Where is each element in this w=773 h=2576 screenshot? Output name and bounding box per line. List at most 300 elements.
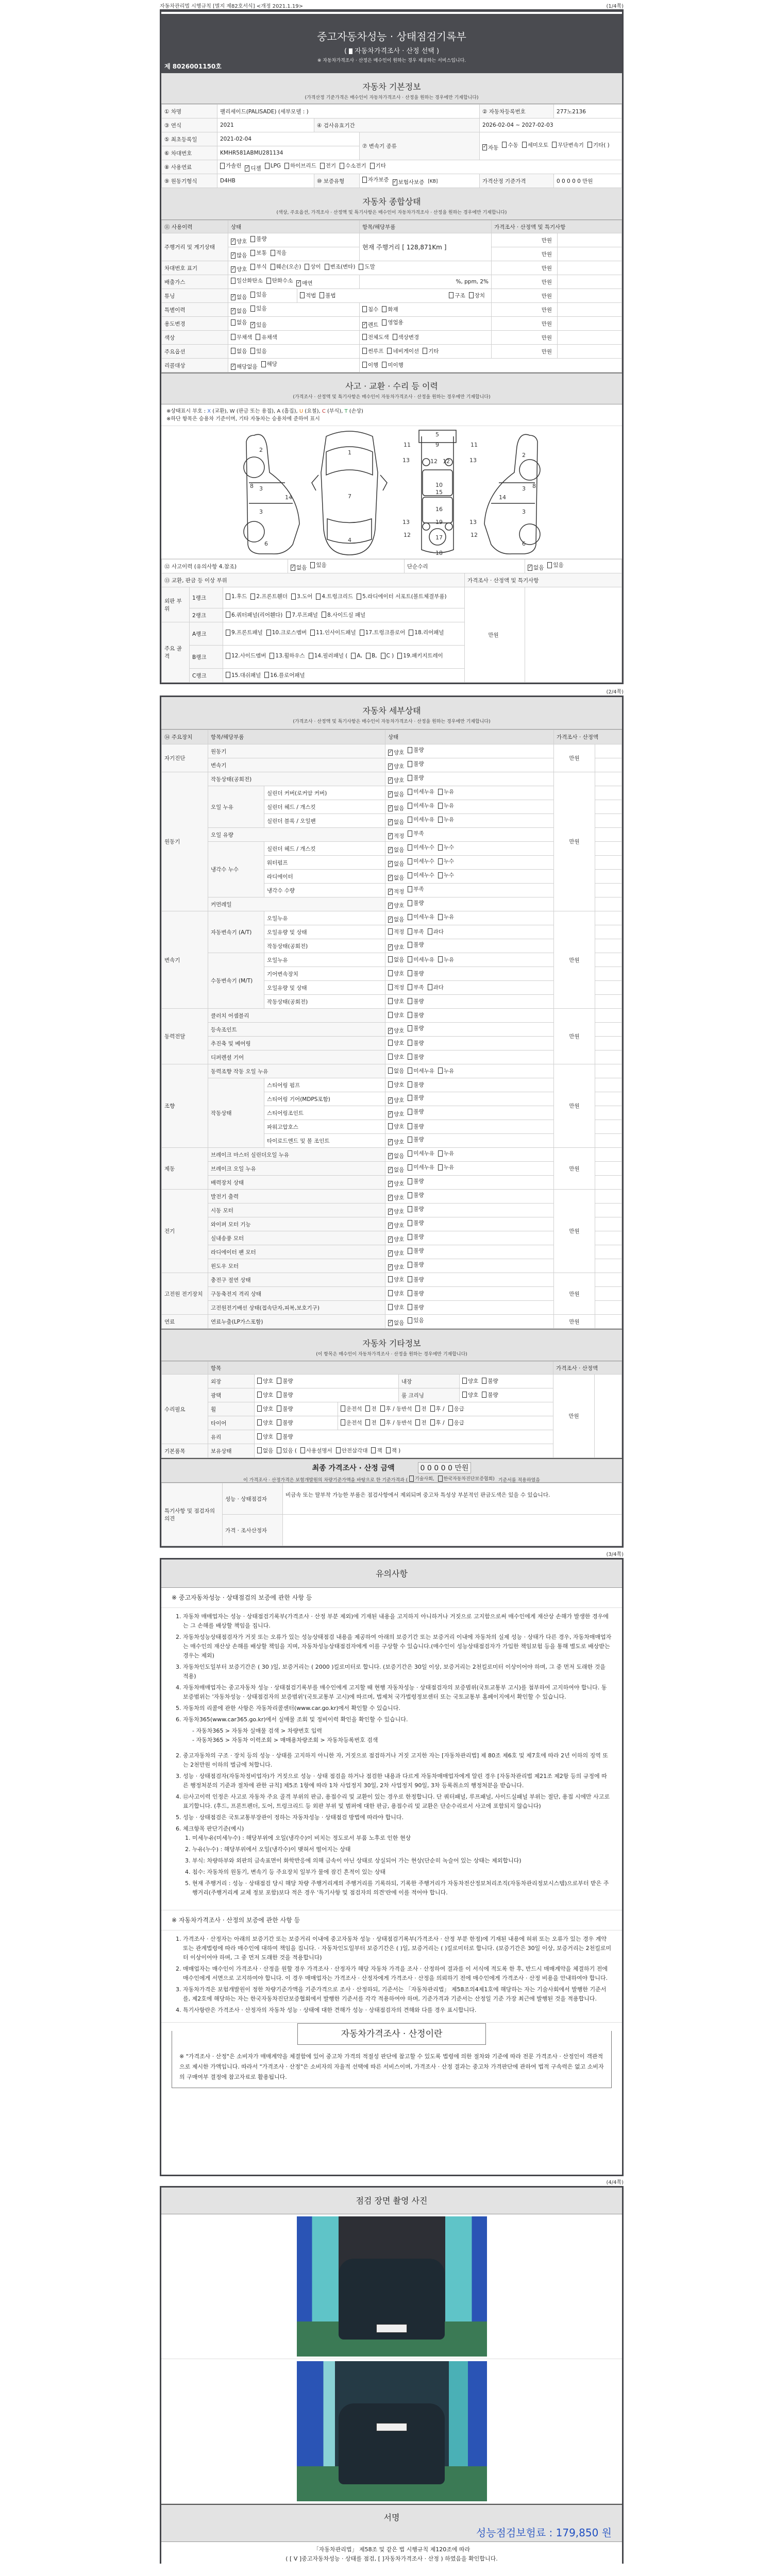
checkbox[interactable]	[408, 913, 434, 921]
part-number-label: 8	[250, 483, 254, 489]
checkbox[interactable]	[438, 802, 454, 809]
checkbox-label: 양호	[394, 1276, 405, 1283]
checkbox[interactable]	[250, 592, 288, 601]
checkbox[interactable]	[257, 1447, 273, 1454]
checkbox[interactable]	[408, 788, 434, 795]
empty-box-icon	[438, 817, 443, 823]
checkbox-checked[interactable]	[388, 943, 404, 951]
checkbox-label: 전	[371, 1405, 377, 1412]
checkbox[interactable]	[388, 1276, 404, 1283]
checkbox[interactable]	[428, 928, 444, 936]
checkbox-label: 미세누수	[413, 872, 434, 878]
label: ⑥ 차대번호	[162, 146, 217, 160]
checkbox[interactable]	[408, 1233, 424, 1241]
checkbox-checked[interactable]	[388, 1138, 404, 1146]
checkbox[interactable]	[408, 1191, 424, 1199]
checkbox-label: 양호	[394, 1290, 405, 1297]
step-text: - 자동차365 > 자동차 이력조회 > 매매용차량조회 > 자동차등록번호 검색	[192, 1737, 378, 1743]
checkbox[interactable]	[408, 1276, 424, 1283]
remark-cell	[595, 1134, 622, 1148]
checkbox[interactable]	[362, 333, 389, 341]
checkbox-checked[interactable]	[231, 265, 247, 273]
checkbox[interactable]	[449, 292, 465, 299]
checkbox[interactable]	[226, 592, 247, 601]
checkbox[interactable]	[231, 347, 247, 355]
checkbox-checked[interactable]	[231, 238, 247, 245]
detail-status-table	[161, 730, 622, 1329]
checkbox[interactable]	[325, 263, 356, 270]
checkbox-checked[interactable]	[231, 363, 258, 370]
part-number-label: 14	[499, 494, 506, 501]
checkbox[interactable]	[380, 1405, 412, 1413]
checkbox[interactable]	[300, 292, 316, 299]
checkbox[interactable]	[388, 984, 404, 991]
checkbox-checked[interactable]	[482, 144, 498, 151]
checkbox[interactable]	[309, 652, 348, 660]
checkbox[interactable]	[408, 1123, 424, 1130]
checkbox[interactable]	[397, 652, 443, 660]
checkbox[interactable]	[382, 318, 403, 326]
checkbox[interactable]	[277, 1405, 293, 1413]
checkbox[interactable]	[382, 306, 398, 313]
checkbox[interactable]	[365, 1405, 376, 1413]
checkbox[interactable]	[365, 1419, 376, 1427]
empty-box-icon	[408, 1095, 412, 1101]
checkbox-checked[interactable]	[362, 321, 378, 329]
checkbox-checked[interactable]	[388, 1152, 404, 1160]
checkbox[interactable]	[388, 1123, 404, 1130]
checkbox[interactable]	[362, 347, 383, 355]
checkbox[interactable]	[408, 1039, 424, 1047]
checkbox[interactable]	[310, 561, 326, 569]
checkbox[interactable]	[286, 611, 318, 619]
checkbox[interactable]	[226, 671, 261, 679]
checkbox[interactable]	[362, 176, 389, 183]
checkbox-checked[interactable]	[291, 564, 307, 571]
empty-box-icon	[462, 1378, 467, 1384]
checkbox-label: 부족	[413, 831, 424, 837]
checkbox[interactable]	[266, 629, 307, 637]
document-header	[161, 11, 622, 73]
checkbox[interactable]	[438, 1163, 454, 1171]
checkbox[interactable]	[277, 1391, 293, 1399]
checkbox[interactable]	[462, 1391, 478, 1399]
options-state	[228, 345, 360, 359]
checkmark-icon: ✓	[389, 944, 393, 950]
label: 주행거리 및 계기상태	[162, 233, 228, 261]
checkbox[interactable]	[386, 1447, 401, 1454]
checkbox[interactable]	[388, 1081, 404, 1089]
price-unit: 만원	[553, 1375, 595, 1458]
checkbox[interactable]	[438, 843, 454, 851]
label: 성능 · 상태점검자	[223, 1483, 283, 1515]
checkbox-checked[interactable]	[388, 762, 404, 770]
checkbox-checked[interactable]	[388, 790, 404, 798]
empty-box-icon	[336, 1447, 341, 1453]
checkbox[interactable]	[408, 899, 424, 907]
checkbox[interactable]	[408, 1024, 424, 1032]
checkbox-checked[interactable]	[296, 279, 312, 287]
checkbox[interactable]	[366, 652, 377, 660]
checkbox-label: 양호	[394, 1012, 405, 1019]
checkbox[interactable]	[408, 928, 424, 936]
checkbox-label: 썬루프	[368, 348, 384, 354]
checkbox[interactable]	[393, 333, 419, 341]
checkbox[interactable]	[430, 1419, 445, 1427]
checkbox[interactable]	[408, 1067, 434, 1075]
checkbox[interactable]	[469, 292, 485, 299]
checkbox[interactable]	[257, 1405, 273, 1413]
checkmark-icon: ✓	[389, 1153, 393, 1158]
checkbox-checked[interactable]	[388, 902, 404, 909]
checkbox[interactable]	[438, 816, 454, 823]
checkbox[interactable]	[408, 1149, 434, 1157]
item-label: 추진축 및 베어링	[208, 1037, 385, 1050]
remark-cell	[595, 953, 622, 967]
checkbox-checked[interactable]	[388, 846, 404, 854]
checkbox[interactable]	[277, 1433, 293, 1440]
checkbox[interactable]	[428, 984, 444, 991]
checkbox[interactable]	[408, 941, 424, 948]
checkbox[interactable]	[388, 1290, 404, 1297]
checkbox-checked[interactable]	[528, 564, 544, 571]
checkbox[interactable]	[388, 970, 404, 977]
empty-box-icon	[284, 163, 289, 169]
checkbox[interactable]	[408, 956, 434, 963]
checkbox[interactable]	[322, 611, 365, 619]
empty-box-icon	[351, 653, 356, 659]
empty-box-icon	[277, 1419, 281, 1426]
checkbox[interactable]	[226, 611, 282, 619]
checkbox[interactable]	[408, 1081, 424, 1089]
checkbox-checked[interactable]	[245, 164, 261, 172]
checkbox[interactable]	[381, 652, 394, 660]
checkbox-label: 유채색	[261, 334, 277, 341]
car365-steps	[172, 1726, 612, 1745]
checkbox-checked[interactable]	[388, 1208, 404, 1215]
remark-cell	[595, 1245, 622, 1259]
tire-options	[255, 1416, 338, 1430]
checkbox[interactable]	[408, 1053, 424, 1061]
checkbox[interactable]	[408, 746, 424, 754]
checkbox[interactable]	[300, 1447, 332, 1454]
checkbox[interactable]	[284, 162, 316, 170]
checkbox-checked[interactable]	[393, 178, 425, 186]
checkbox[interactable]	[388, 1053, 404, 1061]
empty-box-icon	[226, 594, 230, 600]
wheel-options	[255, 1402, 338, 1416]
checkbox-checked[interactable]	[388, 818, 404, 826]
table-row	[162, 1259, 622, 1273]
checkbox[interactable]	[250, 347, 266, 355]
checkbox[interactable]	[226, 652, 266, 660]
checkbox-checked[interactable]	[231, 307, 247, 315]
checkbox[interactable]	[408, 843, 434, 851]
checkbox[interactable]	[408, 984, 424, 991]
checkbox-label: 하이브리드	[290, 163, 316, 169]
empty-box-icon	[300, 1447, 305, 1453]
checkbox[interactable]	[382, 361, 403, 369]
checkbox[interactable]	[408, 970, 424, 977]
empty-box-icon	[309, 653, 313, 659]
checkbox-label: 양호	[394, 970, 405, 977]
checkbox[interactable]	[291, 592, 312, 601]
empty-box-icon	[257, 1447, 262, 1453]
checkbox[interactable]	[408, 1108, 424, 1115]
checkbox-label: 불량	[413, 900, 424, 906]
checkbox[interactable]	[408, 857, 434, 865]
checkbox[interactable]	[408, 816, 434, 823]
empty-box-icon	[388, 956, 393, 962]
checkbox[interactable]	[220, 162, 241, 170]
checkbox[interactable]	[231, 277, 263, 284]
checkbox[interactable]	[305, 263, 321, 270]
remark-cell	[558, 233, 622, 247]
checkbox[interactable]	[423, 347, 439, 355]
checkbox[interactable]	[362, 361, 378, 369]
item-label: 변속기	[208, 758, 385, 772]
checkbox[interactable]	[408, 885, 424, 893]
checkbox[interactable]	[250, 263, 266, 270]
checkbox[interactable]	[438, 1067, 454, 1075]
checkbox-checked[interactable]	[388, 1110, 404, 1118]
checkbox[interactable]	[438, 871, 454, 879]
inspection-photo-front[interactable]	[297, 2216, 487, 2357]
checkbox[interactable]	[408, 1163, 434, 1171]
checkbox-checked[interactable]	[388, 776, 404, 784]
options-item	[360, 345, 492, 359]
empty-box-icon	[310, 562, 315, 568]
checkbox[interactable]	[408, 1011, 424, 1019]
checkbox-checked[interactable]	[388, 888, 404, 895]
checkbox[interactable]	[438, 956, 454, 963]
checkbox[interactable]	[231, 333, 252, 341]
checkbox[interactable]	[250, 304, 266, 312]
checkbox[interactable]	[387, 347, 419, 355]
empty-box-icon	[388, 984, 393, 990]
checkbox[interactable]	[438, 788, 454, 795]
checkbox[interactable]	[380, 1419, 412, 1427]
checkbox[interactable]	[438, 913, 454, 921]
checkmark-icon: ✓	[389, 1166, 393, 1172]
checkbox[interactable]	[552, 141, 584, 149]
checkbox-checked[interactable]	[388, 1263, 404, 1271]
checkbox[interactable]	[438, 857, 454, 865]
checkbox[interactable]	[250, 249, 266, 257]
checkbox[interactable]	[408, 997, 424, 1005]
notice-item: 2. 중고자동차의 구조 · 장치 등의 성능 · 상태를 고지하지 아니한 자, 거짓으로 점검하거나 거짓 고지한 자는 [자동차관리법] 제 80조 제6호 및 제7호에 따라 2년 이하의 징역 또는 2천만원 이하의 벌금에 처합니다.	[183, 1751, 612, 1770]
checkbox-checked[interactable]	[388, 1180, 404, 1188]
checkbox-label: 해당	[266, 361, 277, 367]
checkbox-checked[interactable]	[388, 1235, 404, 1243]
checkbox[interactable]	[408, 1177, 424, 1185]
checkbox-checked[interactable]	[388, 1319, 404, 1327]
checkbox[interactable]	[250, 291, 266, 298]
checkbox[interactable]	[388, 928, 404, 936]
checkbox[interactable]	[408, 1261, 424, 1268]
checkbox[interactable]	[408, 1205, 424, 1213]
checkbox[interactable]	[357, 592, 447, 601]
checkbox[interactable]	[388, 997, 404, 1005]
empty-box-icon	[408, 1150, 412, 1157]
checkbox-checked[interactable]	[388, 874, 404, 882]
checkmark-icon: ✓	[389, 833, 393, 838]
checkbox-checked[interactable]	[231, 251, 247, 259]
checkbox[interactable]	[257, 1419, 273, 1427]
checkbox[interactable]	[388, 1039, 404, 1047]
checkbox-checked[interactable]	[388, 916, 404, 923]
checkbox[interactable]	[415, 1405, 426, 1413]
checkbox-label: 불량	[256, 236, 267, 242]
notice-item: 5. 성능 · 상태점검은 국토교통부장관이 정하는 자동차성능 · 상태점검 방법에 따라야 합니다.	[183, 1813, 612, 1822]
checkbox[interactable]	[408, 774, 424, 782]
checkbox[interactable]	[320, 162, 336, 170]
checkbox[interactable]	[587, 141, 610, 149]
checkbox[interactable]	[388, 1067, 404, 1075]
checkbox[interactable]	[408, 1290, 424, 1297]
checkbox[interactable]	[277, 1447, 297, 1454]
checkbox[interactable]	[408, 802, 434, 809]
checkbox[interactable]	[408, 1136, 424, 1143]
definition-text: ※ "가격조사 · 산정"은 소비자가 매매계약을 체결함에 있어 중고차 가격의 적절성 판단에 참고할 수 있도록 법령에 의한 절차와 기준에 따라 전문 가격조사 · 산정인이 객관적으로 제시한 가액입니다. 따라서 "가격조사 · 산정"은 소비자의 자율적 선택에 따른 서비스이며, 가격조사 · 산정 결과는 중고차 가격판단에 관하여 법적 구속력은 없고 소비자의 구매여부 결정에 참고자료로 활용됩니다.	[179, 2053, 604, 2080]
checkbox[interactable]	[277, 1419, 293, 1427]
empty-box-icon	[469, 292, 474, 298]
checkmark-icon: ✓	[389, 888, 393, 894]
checkbox-checked[interactable]	[388, 804, 404, 812]
checkbox[interactable]	[341, 1405, 362, 1413]
checkbox-label: 상이	[310, 264, 321, 270]
checkbox-label: 부식	[256, 264, 267, 270]
checkbox[interactable]	[370, 162, 386, 170]
checkbox-checked[interactable]	[388, 1222, 404, 1229]
checkbox[interactable]	[265, 163, 281, 169]
checkbox[interactable]	[448, 1419, 464, 1427]
checkbox[interactable]	[415, 1419, 426, 1427]
checkbox[interactable]	[502, 141, 518, 149]
checkbox[interactable]	[310, 629, 356, 637]
final-price-note: 이 가격조사 · 산정가격은 보험개발원의 차량기준가액을 바탕으로 한 기준가격과 ( 기술사회, 한국자동차진단보증협회) 기준서를 적용하였음	[161, 1475, 622, 1483]
checkbox[interactable]	[264, 671, 305, 679]
checkbox[interactable]	[320, 292, 335, 299]
checkbox[interactable]	[408, 1247, 424, 1255]
notice-item: 3. 자동차가격은 보험개발원이 정한 차량기준가액을 기준가격으로 조사 · 산정하되, 기준서는 「자동차관리법」 제58조의4제1호에 해당하는 자는 기술사회에서 발행한 기준서를, 제2호에 해당하는 자는 한국자동차진단보증협회에서 발행한 기준서를 각각 적용하여야 하며, 기준가격과 기준서는 산정일 기준 가장 최근에 발행된 것을 적용합니다.	[183, 1985, 612, 2004]
checkbox-checked[interactable]	[388, 749, 404, 756]
notice-item: 2. 매매업자는 매수인이 가격조사 · 산정을 원할 경우 가격조사 · 산정자가 해당 자동차 가격을 조사 · 산정하여 결과를 이 서식에 적도록 한 후, 반드시 매매계약을 체결하기 전에 매수인에게 서면으로 고지하여야 합니다. 이 경우 매매업자는 가격조사 · 산정자에게 가격조사 · 산정을 의뢰하기 전에 매수인에게 가격조사 · 산정 비용을 안내하여야 합니다.	[183, 1964, 612, 1983]
checkbox[interactable]	[408, 829, 424, 837]
checkbox[interactable]	[257, 1433, 273, 1440]
table-row	[162, 772, 622, 786]
checkbox[interactable]	[388, 956, 404, 963]
label: 광택	[208, 1388, 255, 1402]
table-row	[162, 1217, 622, 1231]
remark-cell	[595, 772, 622, 786]
checkbox[interactable]	[482, 1391, 498, 1399]
checkbox[interactable]	[462, 1377, 478, 1385]
remark-cell	[558, 289, 622, 303]
checkbox-checked[interactable]	[388, 1249, 404, 1257]
checkbox[interactable]	[271, 263, 301, 270]
checkbox[interactable]	[482, 1377, 498, 1385]
checkbox[interactable]	[257, 1377, 273, 1385]
checkbox[interactable]	[438, 1475, 495, 1482]
empty-box-icon	[226, 630, 230, 636]
checkbox-label: 없음	[394, 917, 405, 923]
checkbox[interactable]	[408, 760, 424, 768]
checkbox[interactable]	[371, 1447, 382, 1454]
empty-box-icon	[231, 348, 236, 354]
checkbox-checked[interactable]	[388, 1194, 404, 1201]
checkbox[interactable]	[261, 360, 277, 368]
status-options	[385, 939, 554, 953]
checkbox-checked[interactable]	[388, 1096, 404, 1104]
status-options	[385, 1064, 554, 1078]
checkbox[interactable]	[336, 1447, 368, 1454]
inspection-photo-rear[interactable]	[297, 2361, 487, 2501]
checkbox-checked[interactable]	[231, 293, 247, 301]
empty-box-icon	[482, 1378, 486, 1384]
checkbox[interactable]	[408, 1219, 424, 1227]
checkbox[interactable]	[271, 249, 287, 257]
checkmark-icon: ✓	[389, 1097, 393, 1103]
checkbox-label: 미이행	[388, 362, 404, 368]
checkbox[interactable]	[547, 561, 563, 569]
checkbox-checked[interactable]	[388, 1027, 404, 1035]
checkbox[interactable]	[409, 629, 444, 637]
checkbox[interactable]	[388, 1011, 404, 1019]
checkbox[interactable]	[266, 277, 293, 284]
empty-box-icon	[408, 928, 412, 935]
checkbox[interactable]	[316, 592, 353, 601]
checkbox[interactable]	[231, 318, 247, 326]
checkbox[interactable]	[388, 1303, 404, 1311]
checkbox[interactable]	[226, 629, 263, 637]
checkbox[interactable]	[522, 141, 549, 149]
checkbox[interactable]	[359, 263, 375, 270]
checkbox-checked[interactable]	[388, 832, 404, 840]
checkbox[interactable]	[430, 1405, 445, 1413]
empty-box-icon	[408, 1317, 412, 1324]
checkbox[interactable]	[408, 1303, 424, 1311]
empty-box-icon	[359, 264, 363, 270]
checkbox[interactable]	[340, 162, 366, 170]
checkbox[interactable]	[408, 871, 434, 879]
checkbox-checked[interactable]	[388, 1166, 404, 1174]
checkbox[interactable]	[270, 652, 305, 660]
checkbox[interactable]	[438, 1149, 454, 1157]
checkbox[interactable]	[256, 333, 277, 341]
checkbox[interactable]	[360, 629, 406, 637]
empty-box-icon	[360, 630, 364, 636]
checkbox[interactable]	[257, 1391, 273, 1399]
checkbox-checked[interactable]	[250, 321, 266, 329]
checkbox[interactable]	[362, 306, 378, 313]
checkbox[interactable]	[408, 1316, 424, 1324]
status-options	[385, 842, 554, 856]
checkbox[interactable]	[277, 1377, 293, 1385]
checkbox-label: 부족	[413, 984, 424, 991]
checkbox[interactable]	[409, 1475, 434, 1482]
checkbox[interactable]	[351, 652, 362, 660]
checkbox[interactable]	[408, 1094, 424, 1101]
checkbox[interactable]	[341, 1419, 362, 1427]
checkbox-checked[interactable]	[388, 860, 404, 868]
checkbox-label: 양호	[394, 764, 405, 770]
label: 특별이력	[162, 303, 228, 317]
status-options	[385, 911, 554, 925]
checkbox[interactable]	[250, 235, 266, 243]
status-options	[385, 1287, 554, 1301]
checkbox[interactable]	[448, 1405, 464, 1413]
